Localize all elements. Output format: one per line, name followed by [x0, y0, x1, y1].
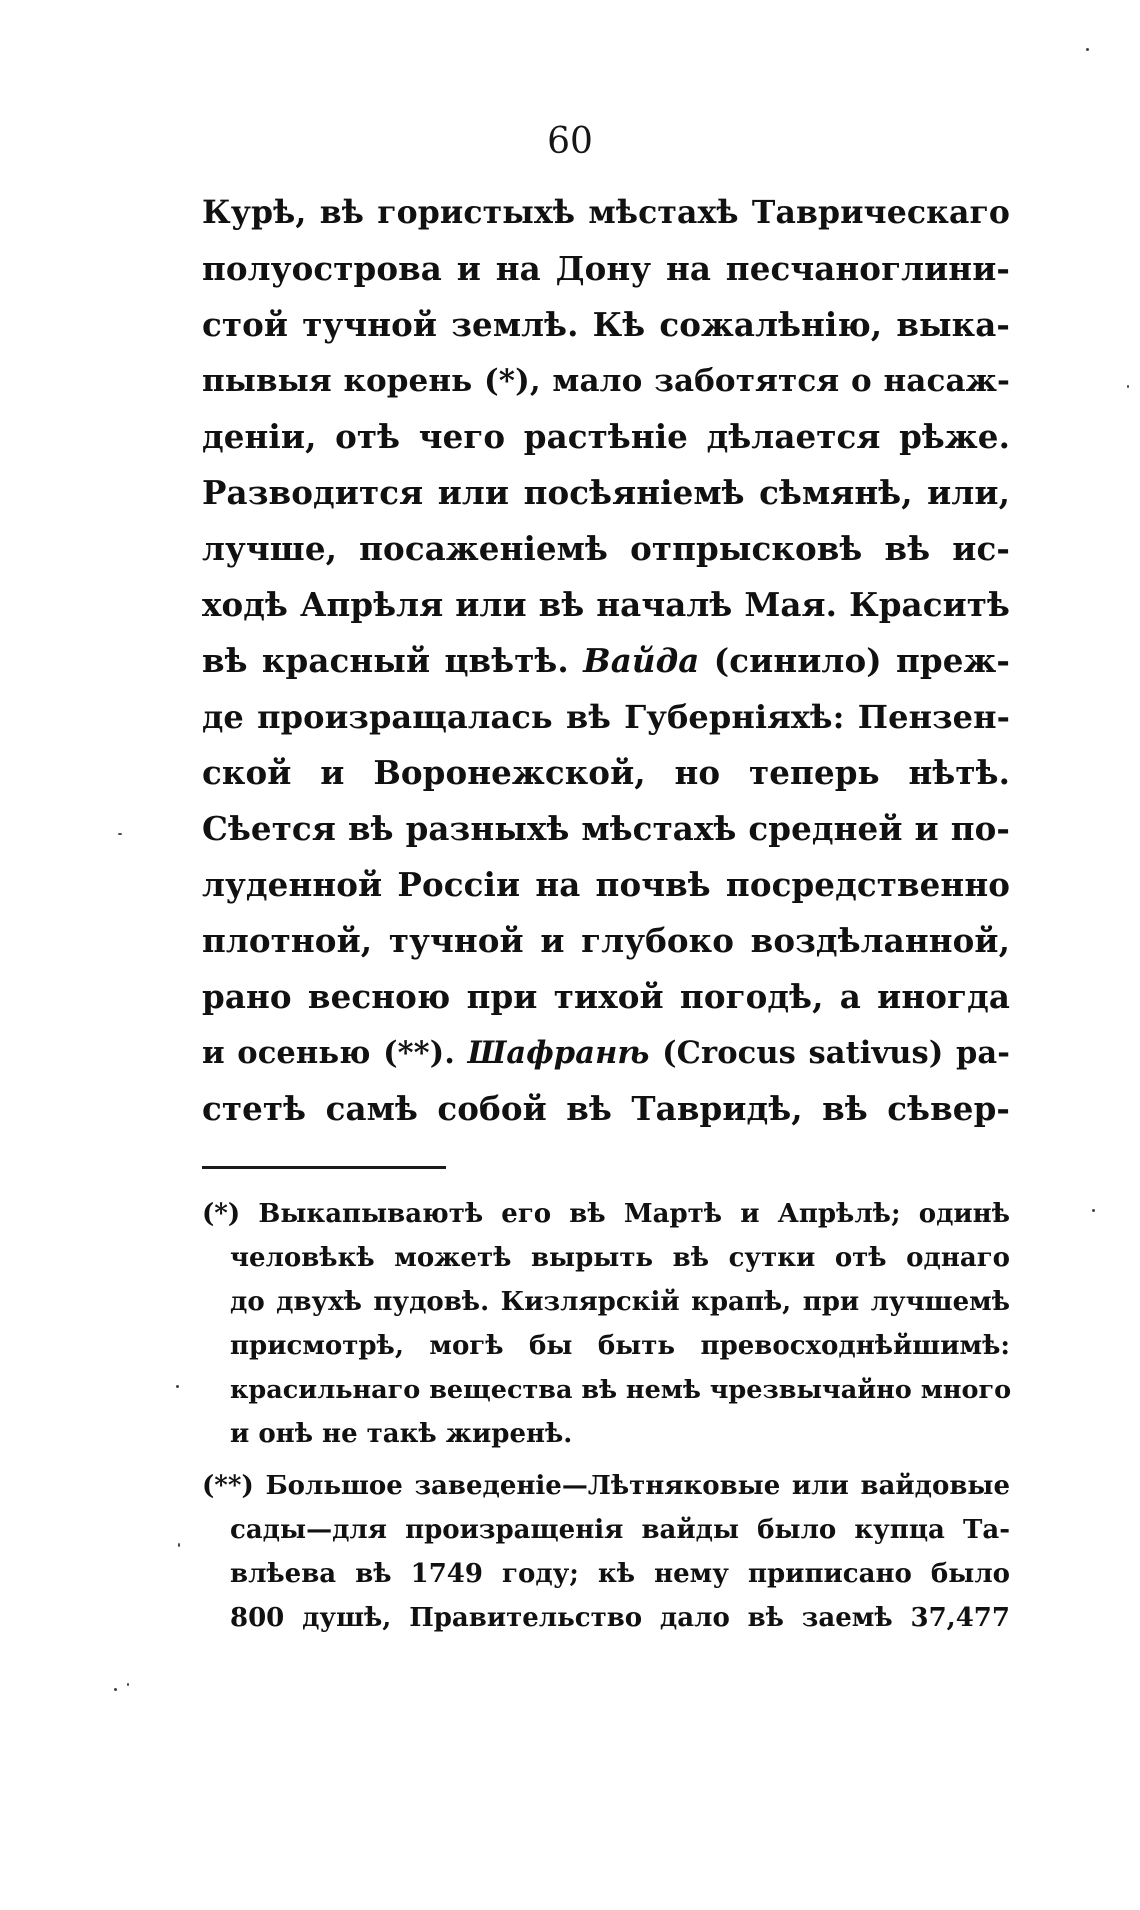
footnotes [202, 1192, 1010, 1640]
body-line: пывыя корень (*), мало заботятся о насаж- [202, 363, 1010, 399]
body-line: стетѣ самѣ собой вѣ Тавридѣ, вѣ сѣвер- [202, 1089, 1010, 1128]
scan-speck [118, 833, 122, 835]
footnote-line: 800 душѣ, Правительство дало вѣ заемѣ 37,477 [230, 1603, 1010, 1633]
footnote-separator [202, 1166, 446, 1169]
body-line-mixed [202, 633, 1010, 689]
body-text [202, 185, 1010, 1137]
body-line-mixed [202, 1025, 1010, 1081]
body-line: плотной, тучной и глубоко воздѣланной, [202, 921, 1010, 960]
body-line: Сѣется вѣ разныхѣ мѣстахѣ средней и по- [202, 809, 1010, 848]
footnote-line: красильнаго вещества вѣ немѣ чрезвычайно много [230, 1375, 1012, 1405]
body-line-start: и осенью (**). [202, 1035, 455, 1071]
body-line: Разводится или посѣяніемѣ сѣмянѣ, или, [202, 473, 1010, 512]
scan-speck [127, 1683, 129, 1686]
footnote-line: и онѣ не такѣ жиренѣ. [230, 1419, 573, 1449]
body-line-tail: (Crocus sativus) ра- [662, 1035, 1010, 1071]
body-line: стой тучной землѣ. Кѣ сожалѣнію, выка- [202, 305, 1010, 344]
body-line: ской и Воронежской, но теперь нѣтѣ. [202, 753, 1010, 792]
footnote-line: сады—для произращенія вайды было купца Та- [230, 1515, 1010, 1545]
scan-speck [176, 1385, 179, 1388]
body-line: лучше, посаженіемѣ отпрысковѣ вѣ ис- [202, 529, 1010, 568]
body-line: полуострова и на Дону на песчаноглини- [202, 249, 1010, 288]
footnote-line: (*) Выкапываютѣ его вѣ Мартѣ и Апрѣлѣ; одинѣ [202, 1199, 1010, 1229]
page-number: 60 [547, 121, 593, 162]
footnote-line: до двухѣ пудовѣ. Кизлярскій крапѣ, при лучшемѣ [230, 1287, 1010, 1317]
scan-speck [1092, 1209, 1095, 1212]
body-line: де произращалась вѣ Губерніяхѣ: Пензен- [202, 698, 1010, 736]
footnote-line: человѣкѣ можетѣ вырыть вѣ сутки отѣ однаго [230, 1243, 1010, 1273]
body-line: деніи, отѣ чего растѣніе дѣлается рѣже. [202, 417, 1010, 456]
body-line: ходѣ Апрѣля или вѣ началѣ Мая. Краситѣ [202, 585, 1010, 624]
body-line-start: вѣ красный цвѣтѣ. [202, 641, 569, 680]
scan-speck [178, 1543, 180, 1547]
footnote-line: присмотрѣ, могѣ бы быть превосходнѣйшимѣ: [230, 1331, 1010, 1361]
body-line: луденной Россіи на почвѣ посредственно [202, 865, 1010, 904]
italic-term-shafran: Шафранѣ [467, 1035, 650, 1071]
scan-speck [1086, 48, 1089, 51]
body-line-tail: (синило) преж- [713, 641, 1010, 680]
italic-term-vaida: Вайда [583, 641, 700, 680]
scan-speck [1127, 385, 1129, 388]
footnote-line: (**) Большое заведеніе—Лѣтняковые или вайдовые [202, 1471, 1010, 1501]
body-line: Курѣ, вѣ гористыхѣ мѣстахѣ Таврическаго [202, 194, 1010, 231]
body-line: рано весною при тихой погодѣ, а иногда [202, 977, 1010, 1016]
scan-speck [114, 1688, 117, 1691]
footnote-line: влѣева вѣ 1749 году; кѣ нему приписано было [230, 1559, 1010, 1589]
footnote-gap [202, 1456, 1010, 1464]
